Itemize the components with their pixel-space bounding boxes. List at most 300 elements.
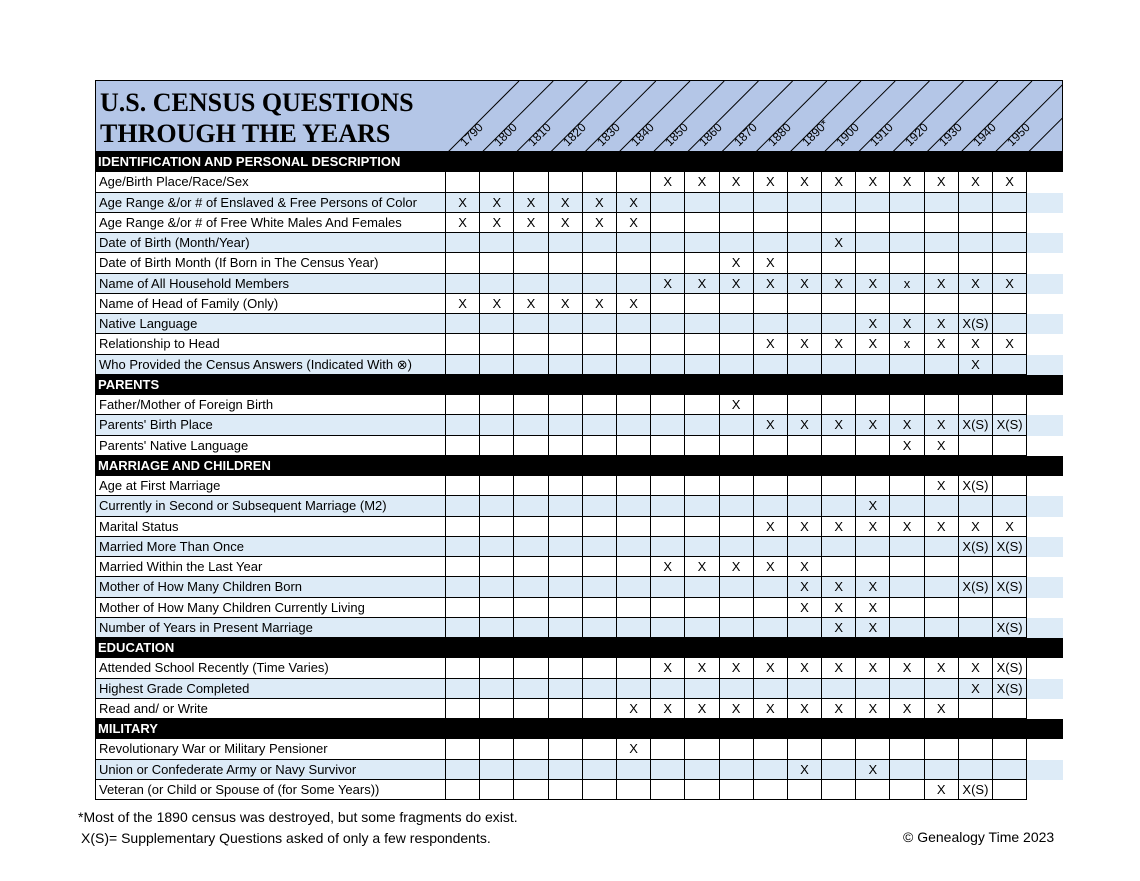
year-cell [651, 415, 685, 435]
year-cell: X [480, 213, 514, 233]
year-cell [446, 557, 480, 577]
year-cell: X [788, 274, 822, 294]
year-cell [685, 193, 719, 213]
table-row [95, 780, 1063, 800]
table-row [95, 476, 1063, 496]
year-cell [549, 557, 583, 577]
year-cell [514, 739, 548, 759]
year-cell: X [549, 193, 583, 213]
year-cell [890, 253, 924, 273]
question-label: Father/Mother of Foreign Birth [95, 395, 446, 415]
year-cell [685, 213, 719, 233]
year-cell: X [754, 415, 788, 435]
year-cell [480, 314, 514, 334]
year-cell [754, 780, 788, 800]
table-row [95, 395, 1063, 415]
year-cell [685, 355, 719, 375]
year-cell [959, 294, 993, 314]
year-cell: X(S) [959, 415, 993, 435]
year-cell [959, 233, 993, 253]
year-cell: X [720, 172, 754, 192]
year-cell [925, 537, 959, 557]
question-label: Age/Birth Place/Race/Sex [95, 172, 446, 192]
year-cell [822, 213, 856, 233]
year-cell: X [720, 395, 754, 415]
footnote-1890: *Most of the 1890 census was destroyed, but some fragments do exist. [78, 809, 518, 825]
year-cell [856, 213, 890, 233]
year-cell: X [925, 780, 959, 800]
year-cell [583, 537, 617, 557]
year-cell [549, 233, 583, 253]
year-cell: X [720, 274, 754, 294]
year-cell [617, 253, 651, 273]
year-cell [959, 496, 993, 516]
year-cell [993, 294, 1027, 314]
year-cell: X [822, 274, 856, 294]
year-cell: X [822, 598, 856, 618]
year-label: 1840 [628, 120, 657, 149]
year-cell: X [856, 314, 890, 334]
year-cell [446, 476, 480, 496]
year-cell [925, 618, 959, 638]
year-cell [446, 658, 480, 678]
table-row [95, 415, 1063, 435]
year-cell [993, 355, 1027, 375]
year-cell [480, 598, 514, 618]
question-label: Currently in Second or Subsequent Marriage (M2) [95, 496, 446, 516]
year-cell [685, 233, 719, 253]
year-cell [480, 577, 514, 597]
year-cell [514, 355, 548, 375]
year-cell [480, 355, 514, 375]
year-cell [446, 415, 480, 435]
year-cell [651, 334, 685, 354]
year-cell: X [788, 658, 822, 678]
year-cell [822, 436, 856, 456]
year-cell [822, 294, 856, 314]
year-cell: X [480, 294, 514, 314]
year-cell [685, 294, 719, 314]
year-cell [685, 780, 719, 800]
year-cell [549, 395, 583, 415]
year-cell [480, 537, 514, 557]
year-cell [685, 334, 719, 354]
table-row [95, 496, 1063, 516]
year-cell [549, 577, 583, 597]
year-cell: X [993, 334, 1027, 354]
year-cell [754, 193, 788, 213]
year-cell [549, 436, 583, 456]
year-cell [993, 213, 1027, 233]
table-row [95, 760, 1063, 780]
year-cell: X [651, 557, 685, 577]
year-cell [925, 760, 959, 780]
year-cell: X [754, 172, 788, 192]
year-cell: X [822, 517, 856, 537]
year-cell [788, 739, 822, 759]
year-cell [446, 517, 480, 537]
year-cell [754, 739, 788, 759]
table-row [95, 679, 1063, 699]
year-cell [446, 496, 480, 516]
table-row [95, 172, 1063, 192]
year-cell [856, 395, 890, 415]
year-cell [822, 253, 856, 273]
table-row [95, 577, 1063, 597]
year-cell [651, 618, 685, 638]
year-cell: X [822, 172, 856, 192]
year-cell [822, 476, 856, 496]
year-label: 1860 [696, 120, 726, 149]
year-cell [651, 233, 685, 253]
year-cell [446, 618, 480, 638]
year-cell: X [754, 658, 788, 678]
year-cell: X [925, 334, 959, 354]
year-cell [549, 334, 583, 354]
year-cell [993, 780, 1027, 800]
year-cell [583, 679, 617, 699]
year-cell [993, 193, 1027, 213]
year-cell [617, 233, 651, 253]
year-cell: X [822, 415, 856, 435]
year-cell [549, 618, 583, 638]
year-cell [685, 739, 719, 759]
year-cell [651, 780, 685, 800]
year-cell: X [685, 699, 719, 719]
year-cell: X [617, 213, 651, 233]
table-row [95, 355, 1063, 375]
year-cell [480, 415, 514, 435]
year-cell [788, 618, 822, 638]
year-cell [959, 436, 993, 456]
year-cell: X [617, 739, 651, 759]
year-cell [446, 739, 480, 759]
year-cell [514, 577, 548, 597]
year-cell [685, 436, 719, 456]
year-cell: X [856, 658, 890, 678]
year-cell: X [446, 193, 480, 213]
year-cell [446, 598, 480, 618]
year-cell [549, 415, 583, 435]
year-cell: X [685, 172, 719, 192]
year-cell [890, 213, 924, 233]
year-cell [754, 233, 788, 253]
year-cell: X [617, 193, 651, 213]
question-label: Mother of How Many Children Born [95, 577, 446, 597]
year-cell [856, 436, 890, 456]
year-cell [583, 658, 617, 678]
year-cell [480, 274, 514, 294]
year-cell: X [925, 699, 959, 719]
year-cell [480, 760, 514, 780]
year-cell [549, 496, 583, 516]
year-cell [480, 739, 514, 759]
year-cell [617, 557, 651, 577]
census-table [95, 152, 1063, 800]
year-cell: X(S) [993, 679, 1027, 699]
year-cell [925, 213, 959, 233]
year-cell: X [822, 618, 856, 638]
year-cell [514, 436, 548, 456]
year-cell: X(S) [993, 537, 1027, 557]
year-cell [925, 496, 959, 516]
year-cell [754, 598, 788, 618]
year-cell: X [925, 274, 959, 294]
year-cell [720, 334, 754, 354]
year-cell: X [822, 658, 856, 678]
page-title: U.S. CENSUS QUESTIONS THROUGH THE YEARS [100, 88, 414, 148]
year-cell [583, 780, 617, 800]
year-cell [617, 577, 651, 597]
year-cell: X [788, 557, 822, 577]
year-cell [549, 760, 583, 780]
year-cell: X [514, 193, 548, 213]
year-cell [822, 760, 856, 780]
year-cell [993, 496, 1027, 516]
year-cell [822, 496, 856, 516]
year-cell [890, 618, 924, 638]
year-cell [959, 739, 993, 759]
year-cell [583, 577, 617, 597]
year-cell [754, 436, 788, 456]
year-cell: X [890, 658, 924, 678]
year-cell [822, 355, 856, 375]
question-label: Married Within the Last Year [95, 557, 446, 577]
year-cell: X [651, 658, 685, 678]
year-cell: X [925, 172, 959, 192]
year-cell: X [890, 699, 924, 719]
year-cell: X [925, 658, 959, 678]
year-cell [685, 496, 719, 516]
year-cell [925, 395, 959, 415]
year-cell [822, 780, 856, 800]
year-label: 1830 [593, 120, 623, 149]
year-cell [925, 557, 959, 577]
year-cell [720, 760, 754, 780]
year-cell [480, 496, 514, 516]
year-cell [856, 253, 890, 273]
year-cell [890, 355, 924, 375]
year-cell: X [856, 618, 890, 638]
year-cell [890, 233, 924, 253]
year-cell: X [617, 294, 651, 314]
question-label: Age at First Marriage [95, 476, 446, 496]
year-cell [890, 193, 924, 213]
year-cell [822, 193, 856, 213]
year-cell: X(S) [959, 780, 993, 800]
year-cell [685, 395, 719, 415]
year-cell: X(S) [993, 658, 1027, 678]
year-cell [583, 598, 617, 618]
year-cell [720, 517, 754, 537]
year-cell: X [856, 172, 890, 192]
year-cell [446, 355, 480, 375]
census-chart [95, 80, 1063, 800]
year-cell: X [651, 699, 685, 719]
year-cell [925, 253, 959, 273]
year-cell [993, 557, 1027, 577]
year-cell: X [446, 213, 480, 233]
year-cell [890, 496, 924, 516]
year-cell [514, 699, 548, 719]
year-cell: X [754, 699, 788, 719]
year-cell: X [583, 193, 617, 213]
year-cell [583, 355, 617, 375]
year-cell [583, 496, 617, 516]
year-cell [856, 679, 890, 699]
year-cell [720, 476, 754, 496]
year-cell [788, 355, 822, 375]
year-cell: X [925, 314, 959, 334]
year-cell: X [617, 699, 651, 719]
year-cell [446, 314, 480, 334]
year-cell: X [651, 172, 685, 192]
year-cell [480, 780, 514, 800]
question-label: Number of Years in Present Marriage [95, 618, 446, 638]
year-cell: X [856, 598, 890, 618]
year-cell [617, 172, 651, 192]
year-cell [651, 760, 685, 780]
year-cell [583, 253, 617, 273]
year-cell [685, 537, 719, 557]
year-cell [720, 496, 754, 516]
year-cell [720, 213, 754, 233]
year-cell: X [549, 213, 583, 233]
year-cell: X [856, 274, 890, 294]
year-cell [754, 496, 788, 516]
year-cell [549, 679, 583, 699]
year-cell [959, 193, 993, 213]
question-label: Parents' Birth Place [95, 415, 446, 435]
year-cell: X [651, 274, 685, 294]
year-cell [446, 537, 480, 557]
year-cell [446, 679, 480, 699]
question-label: Age Range &/or # of Free White Males And Females [95, 213, 446, 233]
year-cell [480, 476, 514, 496]
year-cell: X [959, 658, 993, 678]
year-cell [651, 496, 685, 516]
year-cell [651, 679, 685, 699]
year-cell [583, 334, 617, 354]
year-cell: X [959, 517, 993, 537]
table-row [95, 658, 1063, 678]
year-cell [993, 314, 1027, 334]
year-cell: X(S) [959, 537, 993, 557]
year-cell: X [925, 415, 959, 435]
year-cell: X [685, 658, 719, 678]
year-cell: X [959, 679, 993, 699]
year-cell [925, 679, 959, 699]
year-cell [446, 274, 480, 294]
table-row [95, 517, 1063, 537]
year-cell: X [720, 658, 754, 678]
year-cell [890, 537, 924, 557]
year-cell: X [480, 193, 514, 213]
year-cell [720, 598, 754, 618]
year-cell [583, 415, 617, 435]
year-cell [651, 193, 685, 213]
section-header: IDENTIFICATION AND PERSONAL DESCRIPTION [95, 152, 1063, 172]
year-cell [514, 598, 548, 618]
year-cell: X [583, 294, 617, 314]
year-cell [788, 314, 822, 334]
year-cell: x [890, 334, 924, 354]
year-cell [959, 699, 993, 719]
year-cell [754, 294, 788, 314]
year-cell [754, 213, 788, 233]
table-row [95, 253, 1063, 273]
year-cell [788, 213, 822, 233]
year-cell: X [720, 253, 754, 273]
year-cell [583, 436, 617, 456]
year-cell [822, 537, 856, 557]
year-cell [993, 760, 1027, 780]
year-cell [788, 253, 822, 273]
year-cell [617, 355, 651, 375]
year-cell [549, 274, 583, 294]
year-cell [720, 355, 754, 375]
year-cell [788, 537, 822, 557]
year-cell [480, 699, 514, 719]
year-cell [617, 760, 651, 780]
year-cell [617, 496, 651, 516]
year-cell [822, 679, 856, 699]
year-cell [617, 598, 651, 618]
copyright-notice: © Genealogy Time 2023 [903, 829, 1055, 845]
year-cell [856, 193, 890, 213]
table-row [95, 537, 1063, 557]
year-cell [720, 294, 754, 314]
year-cell: X [993, 172, 1027, 192]
year-cell [514, 557, 548, 577]
year-cell: X [788, 598, 822, 618]
year-cell [651, 294, 685, 314]
year-cell: X [925, 476, 959, 496]
year-cell: X(S) [993, 577, 1027, 597]
year-cell [583, 172, 617, 192]
year-cell [514, 537, 548, 557]
year-label: 1890* [799, 116, 832, 149]
year-cell [651, 476, 685, 496]
question-label: Who Provided the Census Answers (Indicated With ⊗) [95, 355, 446, 375]
year-cell [754, 679, 788, 699]
year-cell [514, 172, 548, 192]
year-label: 1850 [662, 120, 692, 149]
year-cell [617, 436, 651, 456]
year-cell: X [788, 517, 822, 537]
year-cell: x [890, 274, 924, 294]
year-cell: X [514, 294, 548, 314]
year-cell [480, 658, 514, 678]
year-cell: X [514, 213, 548, 233]
year-label: 1790 [457, 120, 486, 149]
year-cell [993, 253, 1027, 273]
year-cell [788, 679, 822, 699]
year-cell [514, 253, 548, 273]
year-cell [856, 233, 890, 253]
year-cell [514, 334, 548, 354]
year-cell [959, 253, 993, 273]
year-cell [925, 233, 959, 253]
table-row [95, 314, 1063, 334]
table-row [95, 233, 1063, 253]
table-row [95, 274, 1063, 294]
year-cell [993, 436, 1027, 456]
section-header: PARENTS [95, 375, 1063, 395]
year-cell [720, 739, 754, 759]
year-cell [959, 760, 993, 780]
year-cell [549, 355, 583, 375]
